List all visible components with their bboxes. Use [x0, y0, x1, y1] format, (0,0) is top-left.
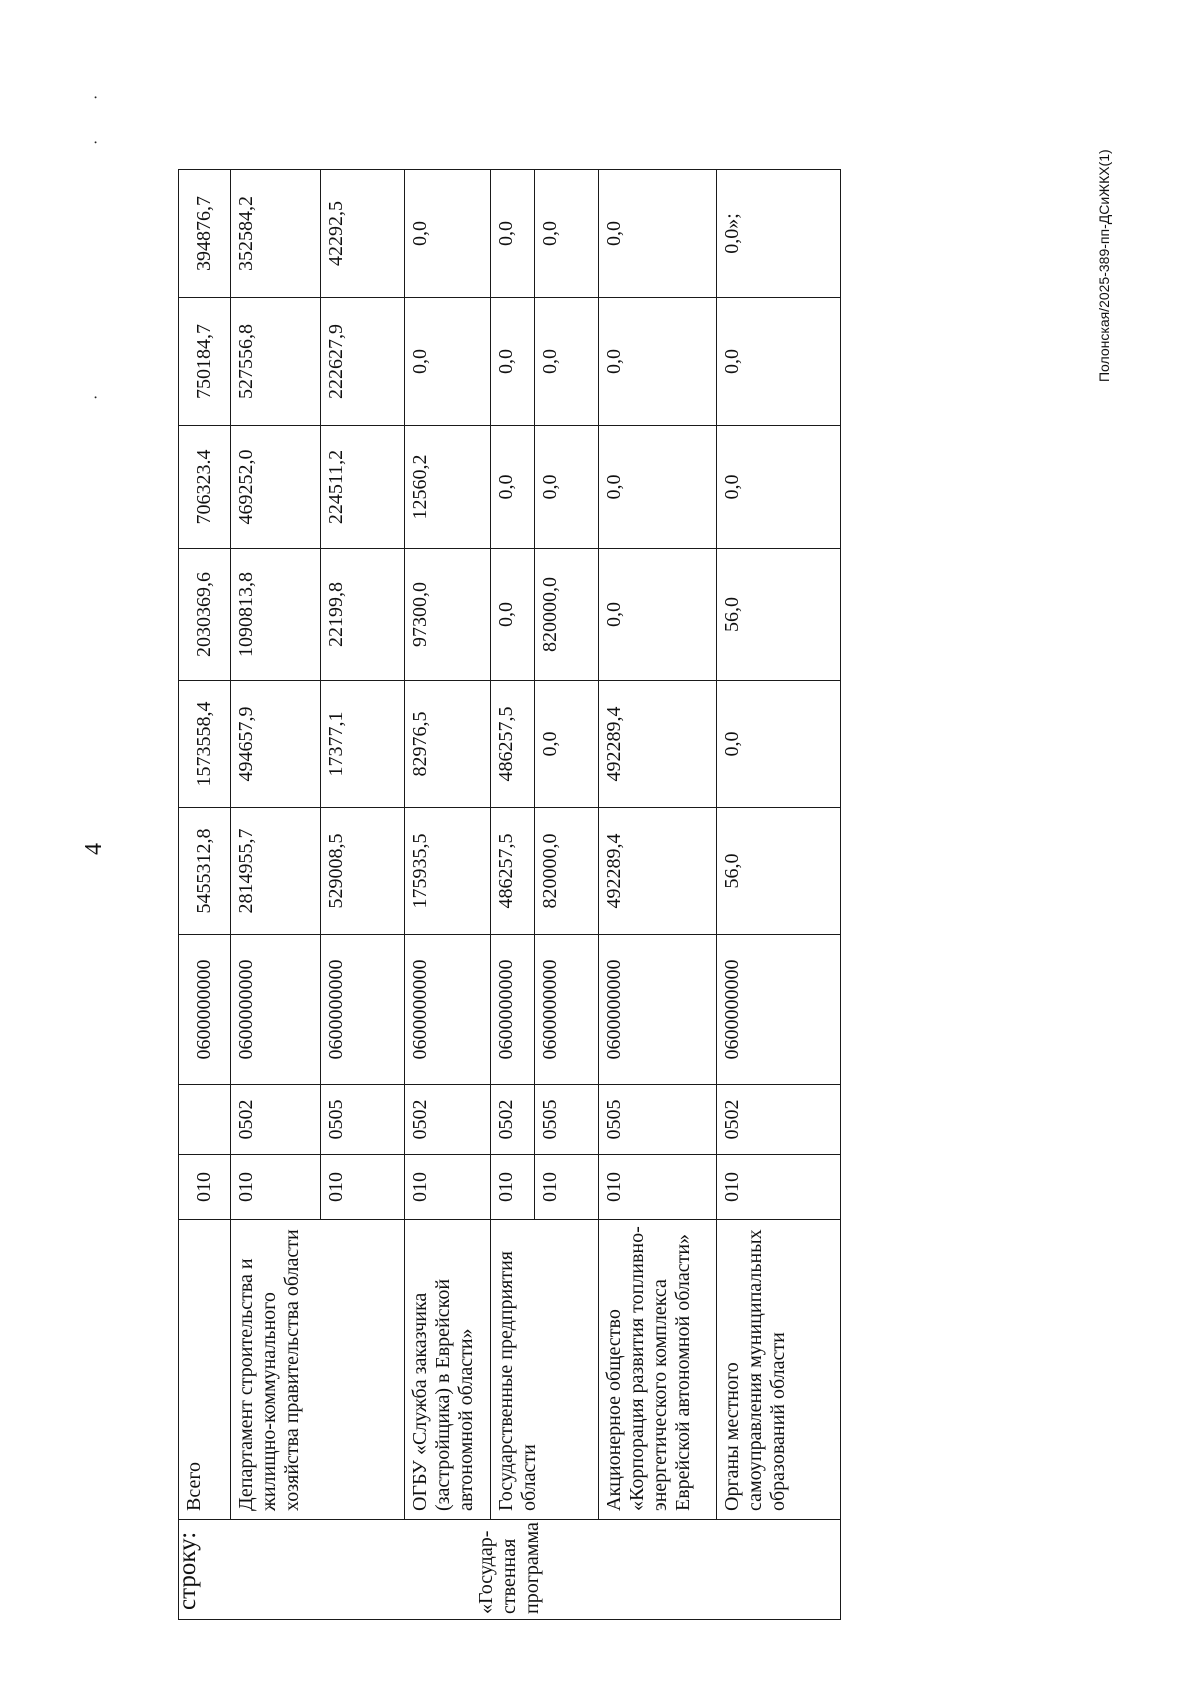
value-cell: 750184,7 — [179, 298, 231, 426]
target-code-cell: 0600000000 — [491, 935, 535, 1085]
value-cell: 5455312,8 — [179, 808, 231, 935]
value-cell: 494657,9 — [231, 681, 321, 808]
code-cell: 010 — [599, 1155, 717, 1220]
table-row — [491, 170, 535, 1620]
value-cell: 42292,5 — [321, 170, 405, 298]
value-cell: 0,0 — [491, 170, 535, 298]
value-cell: 0,0 — [717, 426, 841, 549]
code-cell: 010 — [717, 1155, 841, 1220]
value-cell: 0,0»; — [717, 170, 841, 298]
organization-cell: Органы местного самоуправления муниципальных образований области — [717, 1220, 841, 1520]
value-cell: 97300,0 — [405, 549, 491, 681]
target-code-cell: 0600000000 — [321, 935, 405, 1085]
value-cell: 17377,1 — [321, 681, 405, 808]
value-cell: 529008,5 — [321, 808, 405, 935]
target-code-cell: 0600000000 — [717, 935, 841, 1085]
code-cell: 010 — [179, 1155, 231, 1220]
value-cell: 352584,2 — [231, 170, 321, 298]
target-code-cell: 0600000000 — [231, 935, 321, 1085]
value-cell: 469252,0 — [231, 426, 321, 549]
value-cell: 0,0 — [405, 298, 491, 426]
table-row — [599, 170, 717, 1620]
value-cell: 0,0 — [599, 170, 717, 298]
target-code-cell: 0600000000 — [599, 935, 717, 1085]
value-cell: 56,0 — [717, 808, 841, 935]
organization-cell: Акционерное общество «Корпорация развития топливно-энергетического комплекса Еврейской автономной области» — [599, 1220, 717, 1520]
section-cell: 0502 — [717, 1085, 841, 1155]
target-code-cell: 0600000000 — [535, 935, 599, 1085]
value-cell: 0,0 — [717, 298, 841, 426]
section-cell: 0505 — [599, 1085, 717, 1155]
value-cell: 0,0 — [717, 681, 841, 808]
value-cell: 820000,0 — [535, 808, 599, 935]
section-cell: 0505 — [535, 1085, 599, 1155]
scan-dot: · — [88, 139, 105, 145]
page-number: 4 — [81, 843, 107, 855]
value-cell: 0,0 — [491, 549, 535, 681]
section-cell — [179, 1085, 231, 1155]
value-cell: 527556,8 — [231, 298, 321, 426]
value-cell: 0,0 — [491, 298, 535, 426]
value-cell: 22199,8 — [321, 549, 405, 681]
table-row — [231, 170, 321, 1620]
value-cell: 394876,7 — [179, 170, 231, 298]
table-row — [179, 170, 231, 1620]
budget-table-body — [179, 170, 841, 1620]
value-cell: 12560,2 — [405, 426, 491, 549]
section-cell: 0505 — [321, 1085, 405, 1155]
scan-dot: · — [88, 94, 105, 100]
value-cell: 0,0 — [535, 170, 599, 298]
value-cell: 0,0 — [405, 170, 491, 298]
value-cell: 175935,5 — [405, 808, 491, 935]
target-code-cell: 0600000000 — [179, 935, 231, 1085]
value-cell: 1573558,4 — [179, 681, 231, 808]
value-cell: 492289,4 — [599, 808, 717, 935]
value-cell: 1090813,8 — [231, 549, 321, 681]
value-cell: 0,0 — [599, 426, 717, 549]
organization-cell: Государственные предприятия области — [491, 1220, 599, 1520]
after-table-text: строку: — [174, 1531, 201, 1610]
code-cell: 010 — [405, 1155, 491, 1220]
value-cell: 0,0 — [599, 549, 717, 681]
footer-code: Полонская/2025-389-пп-ДСиЖКХ(1) — [1096, 149, 1112, 382]
scan-dot: · — [88, 394, 105, 400]
value-cell: 0,0 — [599, 298, 717, 426]
value-cell: 222627,9 — [321, 298, 405, 426]
value-cell: 56,0 — [717, 549, 841, 681]
value-cell: 820000,0 — [535, 549, 599, 681]
table-row — [405, 170, 491, 1620]
organization-cell: Департамент строительства и жилищно-коммунального хозяйства правительства области — [231, 1220, 405, 1520]
organization-cell: ОГБУ «Служба заказчика (застройщика) в Еврейской автономной области» — [405, 1220, 491, 1520]
table-row — [717, 170, 841, 1620]
code-cell: 010 — [321, 1155, 405, 1220]
section-cell: 0502 — [491, 1085, 535, 1155]
value-cell: 0,0 — [535, 298, 599, 426]
value-cell: 2030369,6 — [179, 549, 231, 681]
section-cell: 0502 — [405, 1085, 491, 1155]
value-cell: 0,0 — [491, 426, 535, 549]
code-cell: 010 — [231, 1155, 321, 1220]
code-cell: 010 — [535, 1155, 599, 1220]
value-cell: 82976,5 — [405, 681, 491, 808]
target-code-cell: 0600000000 — [405, 935, 491, 1085]
value-cell: 706323.4 — [179, 426, 231, 549]
program-label-cell: «Государ-ственная программа — [179, 1520, 841, 1620]
value-cell: 492289,4 — [599, 681, 717, 808]
section-cell: 0502 — [231, 1085, 321, 1155]
budget-table — [178, 169, 841, 1620]
value-cell: 486257,5 — [491, 681, 535, 808]
value-cell: 0,0 — [535, 681, 599, 808]
value-cell: 486257,5 — [491, 808, 535, 935]
value-cell: 2814955,7 — [231, 808, 321, 935]
code-cell: 010 — [491, 1155, 535, 1220]
value-cell: 0,0 — [535, 426, 599, 549]
value-cell: 224511,2 — [321, 426, 405, 549]
organization-cell: Всего — [179, 1220, 231, 1520]
